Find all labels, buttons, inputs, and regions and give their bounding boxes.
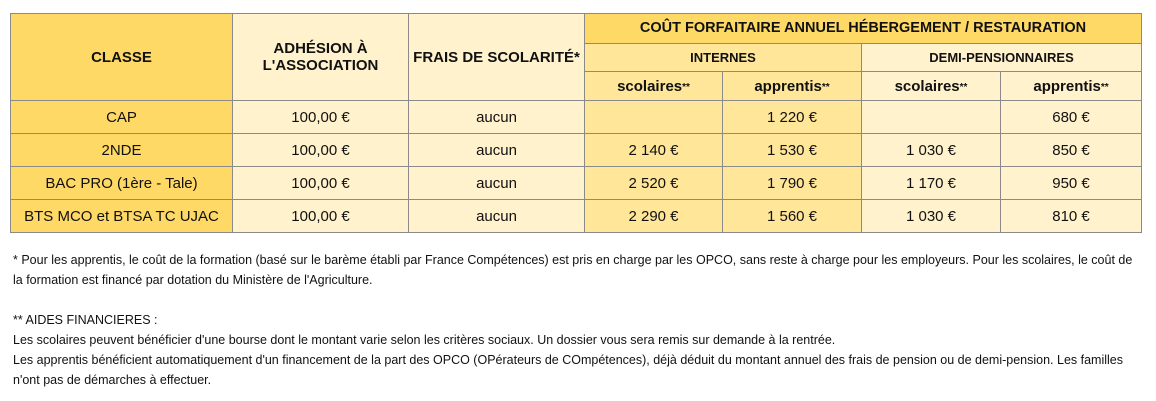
table-row [11,101,1142,134]
header-stars: ** [959,81,968,93]
header-stars: ** [682,81,690,93]
cell-frais: aucun [409,101,585,134]
cell-internes-apprentis: 1 530 € [723,134,862,167]
table-row [11,167,1142,200]
header-internes-apprentis [723,72,862,101]
cell-frais: aucun [409,167,585,200]
cell-classe: 2NDE [11,134,233,167]
cell-demi-apprentis: 680 € [1001,101,1142,134]
table-row [11,200,1142,233]
cell-classe: CAP [11,101,233,134]
cell-demi-apprentis: 850 € [1001,134,1142,167]
header-label: apprentis [1033,77,1101,95]
cell-adhesion: 100,00 € [233,134,409,167]
aides-apprentis-text: Les apprentis bénéficient automatiquement d'un financement de la part des OPCO (OPérateurs de COmpétences), déjà déduit du montant annuel des frais de pension ou de demi-pension. Les familles n'ont pas de démarches à effectuer. [13,353,1123,387]
cell-adhesion: 100,00 € [233,200,409,233]
header-demi-scolaires [862,72,1001,101]
cell-demi-scolaires: 1 170 € [862,167,1001,200]
cell-internes-apprentis: 1 560 € [723,200,862,233]
cell-classe: BTS MCO et BTSA TC UJAC [11,200,233,233]
footnote-frais: * Pour les apprentis, le coût de la formation (basé sur le barème établi par France Compétences) est pris en charge par les OPCO, sans reste à charge pour les employeurs. Pour les scolaires, le coût de la formation est financé par dotation du Ministère de l'Agriculture. [13,253,1133,287]
cell-internes-apprentis: 1 220 € [723,101,862,134]
cell-adhesion: 100,00 € [233,101,409,134]
cell-internes-apprentis: 1 790 € [723,167,862,200]
aides-scolaires-text: Les scolaires peuvent bénéficier d'une bourse dont le montant varie selon les critères sociaux. Un dossier vous sera remis sur demande à la rentrée. [13,333,836,347]
cell-classe: BAC PRO (1ère - Tale) [11,167,233,200]
cell-internes-scolaires [585,101,723,134]
cell-demi-scolaires: 1 030 € [862,134,1001,167]
cell-internes-scolaires: 2 290 € [585,200,723,233]
cell-frais: aucun [409,200,585,233]
fees-table [10,13,1142,233]
header-internes: INTERNES [585,44,862,72]
cell-frais: aucun [409,134,585,167]
header-adhesion: ADHÉSION À L'ASSOCIATION [233,14,409,101]
header-stars: ** [821,81,830,93]
table-row [11,134,1142,167]
cell-demi-scolaires: 1 030 € [862,200,1001,233]
header-frais-scolarite: FRAIS DE SCOLARITÉ* [409,14,585,101]
cell-internes-scolaires: 2 140 € [585,134,723,167]
cell-demi-apprentis: 950 € [1001,167,1142,200]
cell-internes-scolaires: 2 520 € [585,167,723,200]
header-stars: ** [1100,81,1109,93]
header-internes-scolaires [585,72,723,101]
cell-demi-apprentis: 810 € [1001,200,1142,233]
header-label: scolaires [617,77,683,95]
footnotes [13,250,1143,390]
cell-adhesion: 100,00 € [233,167,409,200]
aides-title: ** AIDES FINANCIERES : [13,313,158,327]
header-cout-forfaitaire: COÛT FORFAITAIRE ANNUEL HÉBERGEMENT / RESTAURATION [585,14,1142,44]
cell-demi-scolaires [862,101,1001,134]
header-demi-pensionnaires: DEMI-PENSIONNAIRES [862,44,1142,72]
header-label: scolaires [894,77,960,95]
header-label: apprentis [754,77,822,95]
header-demi-apprentis [1001,72,1142,101]
header-classe: CLASSE [11,14,233,101]
